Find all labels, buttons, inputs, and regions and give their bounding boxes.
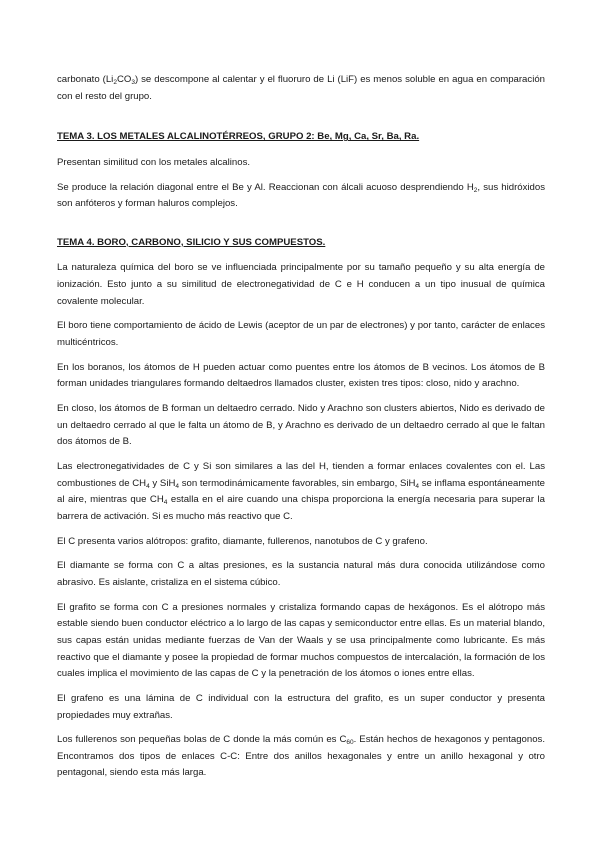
tema4-paragraph-9: El grafeno es una lámina de C individual con la estructura del grafito, es un super conductor y presenta propiedades muy extrañas.	[57, 692, 545, 721]
tema3-paragraph-2: Se produce la relación diagonal entre el Be y Al. Reaccionan con álcali acuoso desprendiendo $H_2$, sus hidróxidos son anfóteros y forman haluros complejos.	[57, 181, 545, 210]
intro-paragraph: carbonato $(Li_2CO_3)$ se descompone al calentar y el fluoruro de Li (LiF) es menos soluble en agua en comparación con el resto del grupo.	[57, 74, 545, 102]
tema4-paragraph-2: El boro tiene comportamiento de ácido de Lewis (aceptor de un par de electrones) y por tanto, carácter de enlaces multicéntricos.	[57, 320, 545, 348]
tema4-paragraph-1: La naturaleza química del boro se ve influenciada principalmente por su tamaño pequeño y su alta energía de ionización. Esto junto a su similitud de electronegatividad de C e H conducen a un tipo inusual de química covalente molecular.	[57, 262, 545, 307]
tema4-heading: TEMA 4. BORO, CARBONO, SILICIO Y SUS COMPUESTOS.	[57, 236, 326, 248]
tema4-paragraph-10: Los fullerenos son pequeñas bolas de C donde la más común es $C_{60}$. Están hechos de hexagonos y pentagonos. Encontramos dos tipos de enlaces C-C: Entre dos anillos hexagonales y entre un anillo hexagonal y otro pentagonal, siendo esta más larga.	[57, 734, 546, 779]
tema4-paragraph-4: En closo, los átomos de B forman un deltaedro cerrado. Nido y Arachno son clusters abiertos, Nido es derivado de un deltaedro cerrado al que le falta un átomo de B, y Arachno es derivado de un deltaedro cerrado al que le faltan dos átomos de B.	[57, 403, 545, 448]
tema4-paragraph-8: El grafito se forma con C a presiones normales y cristaliza formando capas de hexágonos. Es el alótropo más estable siendo buen conductor eléctrico a lo largo de las capas y semiconductor entre ellas. Es un material blando, sus capas están unidas mediante fuerzas de Van der Waals y se usa principalmente como lubricante. Es más reactivo que el diamante y posee la propiedad de formar muchos compuestos de intercalación, la formación de los cuales implica el movimiento de las capas de C y la penetración de los átomos o iones entre ellas.	[57, 601, 545, 680]
tema4-paragraph-3: En los boranos, los átomos de H pueden actuar como puentes entre los átomos de B vecinos. Los átomos de B forman unidades triangulares formando deltaedros llamados cluster, existen tres tipos: closo, nido y arachno.	[57, 361, 545, 390]
tema4-paragraph-7: El diamante se forma con C a altas presiones, es la sustancia natural más dura conocida utilizándose como abrasivo. Es aislante, cristaliza en el sistema cúbico.	[57, 560, 545, 588]
tema4-paragraph-5: Las electronegatividades de C y Si son similares a las del H, tienden a formar enlaces covalentes con el. Las combustiones de $CH_4$ y SiH$_4$ son termodinámicamente favorables, sin embargo, SiH$_4$ se inflama espontáneamente al aire, mientras que $CH_4$ estalla en el aire cuando una chispa proporciona la energía necesaria para superar la barrera de activación. Si es mucho más reactivo que C.	[57, 461, 545, 522]
tema3-heading: TEMA 3. LOS METALES ALCALINOTÉRREOS, GRUPO 2: Be, Mg, Ca, Sr, Ba, Ra.	[57, 131, 420, 143]
tema4-paragraph-6: El C presenta varios alótropos: grafito, diamante, fullerenos, nanotubos de C y grafeno.	[57, 535, 428, 547]
tema3-paragraph-1: Presentan similitud con los metales alcalinos.	[57, 156, 251, 168]
